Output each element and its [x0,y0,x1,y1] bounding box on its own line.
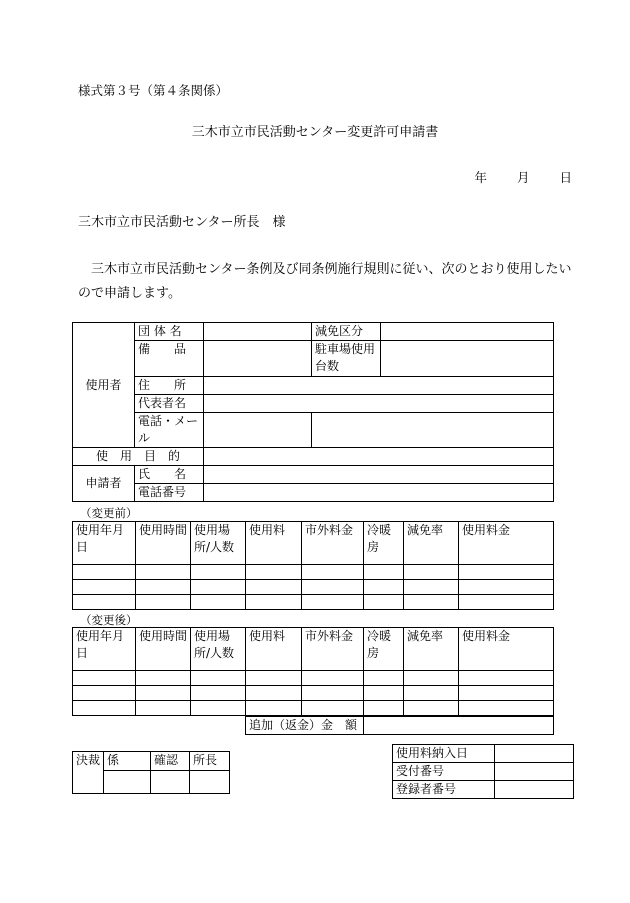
table-row [73,580,554,595]
cell[interactable] [73,565,136,580]
cell[interactable] [246,580,302,595]
approval-confirm: 確認 [151,752,190,771]
office-table [392,744,574,799]
date-line [474,169,572,187]
cell[interactable] [191,565,246,580]
header-time: 使用時間 [136,628,191,671]
cell[interactable] [136,701,191,716]
phone-field-1[interactable] [204,413,312,448]
cell[interactable] [404,671,459,686]
approval-label: 決裁 [73,752,104,794]
cell[interactable] [364,595,404,610]
cell[interactable] [459,686,554,701]
group-name-label: 団 体 名 [135,323,204,341]
document-title: 三木市立市民活動センター変更許可申請書 [191,125,439,140]
cell[interactable] [404,595,459,610]
payment-date-field[interactable] [495,745,574,763]
additional-refund-field[interactable] [364,717,554,735]
cell[interactable] [404,686,459,701]
cell[interactable] [246,686,302,701]
address-label: 住 所 [135,377,204,395]
approval-staff: 係 [104,752,151,771]
purpose-label: 使 用 目 的 [73,448,204,466]
registrant-no-label: 登録者番号 [393,781,495,799]
cell[interactable] [404,580,459,595]
table-row [73,671,554,686]
cell[interactable] [459,580,554,595]
stamp-director[interactable] [190,771,230,794]
cell[interactable] [302,686,364,701]
cell[interactable] [191,686,246,701]
approval-director: 所長 [190,752,230,771]
after-label: （変更後） [80,613,138,627]
cell[interactable] [246,595,302,610]
cell[interactable] [73,580,136,595]
representative-label: 代表者名 [135,395,204,413]
header-place: 使用場所/人数 [191,628,246,671]
additional-refund-table [245,716,554,735]
cell[interactable] [459,565,554,580]
applicant-label: 申請者 [73,466,135,502]
cell[interactable] [302,671,364,686]
before-usage-table [72,521,554,610]
cell[interactable] [191,701,246,716]
cell[interactable] [191,595,246,610]
group-name-field[interactable] [204,323,312,341]
cell[interactable] [302,580,364,595]
parking-field[interactable] [381,341,554,377]
table-row [73,595,554,610]
date-day: 日 [559,170,572,185]
cell[interactable] [136,580,191,595]
receipt-no-label: 受付番号 [393,763,495,781]
header-date: 使用年月日 [73,628,136,671]
cell[interactable] [302,565,364,580]
header-date: 使用年月日 [73,522,136,565]
header-outside-fee: 市外料金 [302,628,364,671]
after-usage-table [72,627,554,716]
additional-refund-label: 追加（返金）金 額 [246,717,364,735]
header-reduction: 減免率 [404,522,459,565]
body-text: 三木市立市民活動センター条例及び同条例施行規則に従い、次のとおり使用したいので申請します。 [78,262,572,302]
cell[interactable] [73,671,136,686]
payment-date-label: 使用料納入日 [393,745,495,763]
cell[interactable] [404,565,459,580]
approval-table [72,751,230,794]
header-aircon: 冷暖房 [364,628,404,671]
cell[interactable] [302,595,364,610]
cell[interactable] [459,595,554,610]
phone-mail-label: 電話・メール [135,413,204,448]
cell[interactable] [136,686,191,701]
table-row [73,701,554,716]
cell[interactable] [246,671,302,686]
header-total: 使用料金 [459,628,554,671]
form-number: 様式第３号（第４条関係） [78,83,229,98]
date-month: 月 [516,170,530,185]
cell[interactable] [136,671,191,686]
addressee: 三木市立市民活動センター所長 様 [78,215,286,230]
cell[interactable] [73,686,136,701]
cell[interactable] [459,701,554,716]
cell[interactable] [364,565,404,580]
equipment-label: 備 品 [135,341,204,377]
before-label: （変更前） [80,506,138,520]
cell[interactable] [136,565,191,580]
header-fee: 使用料 [246,628,302,671]
header-fee: 使用料 [246,522,302,565]
cell[interactable] [459,671,554,686]
cell[interactable] [191,580,246,595]
cell[interactable] [364,686,404,701]
cell[interactable] [302,701,364,716]
exemption-label: 減免区分 [312,323,381,341]
header-place: 使用場所/人数 [191,522,246,565]
parking-label: 駐車場使用台数 [312,341,381,377]
cell[interactable] [246,565,302,580]
applicant-phone-field[interactable] [204,484,554,502]
table-row [73,565,554,580]
cell[interactable] [136,595,191,610]
cell[interactable] [73,595,136,610]
applicant-name-field[interactable] [204,466,554,484]
cell[interactable] [246,701,302,716]
address-field[interactable] [204,377,554,395]
table-row [73,686,554,701]
cell[interactable] [73,701,136,716]
mail-field[interactable] [312,413,554,448]
applicant-phone-label: 電話番号 [135,484,204,502]
purpose-field[interactable] [204,448,554,466]
cell[interactable] [364,580,404,595]
cell[interactable] [191,671,246,686]
header-aircon: 冷暖房 [364,522,404,565]
stamp-confirm[interactable] [151,771,190,794]
date-year: 年 [474,170,487,185]
cell[interactable] [404,701,459,716]
header-total: 使用料金 [459,522,554,565]
cell[interactable] [364,701,404,716]
equipment-field[interactable] [204,341,312,377]
user-label: 使用者 [73,323,135,448]
applicant-table [72,322,554,502]
receipt-no-field[interactable] [495,763,574,781]
header-outside-fee: 市外料金 [302,522,364,565]
representative-field[interactable] [204,395,554,413]
stamp-staff[interactable] [104,771,151,794]
header-time: 使用時間 [136,522,191,565]
applicant-name-label: 氏 名 [135,466,204,484]
registrant-no-field[interactable] [495,781,574,799]
exemption-field[interactable] [381,323,554,341]
header-reduction: 減免率 [404,628,459,671]
cell[interactable] [364,671,404,686]
